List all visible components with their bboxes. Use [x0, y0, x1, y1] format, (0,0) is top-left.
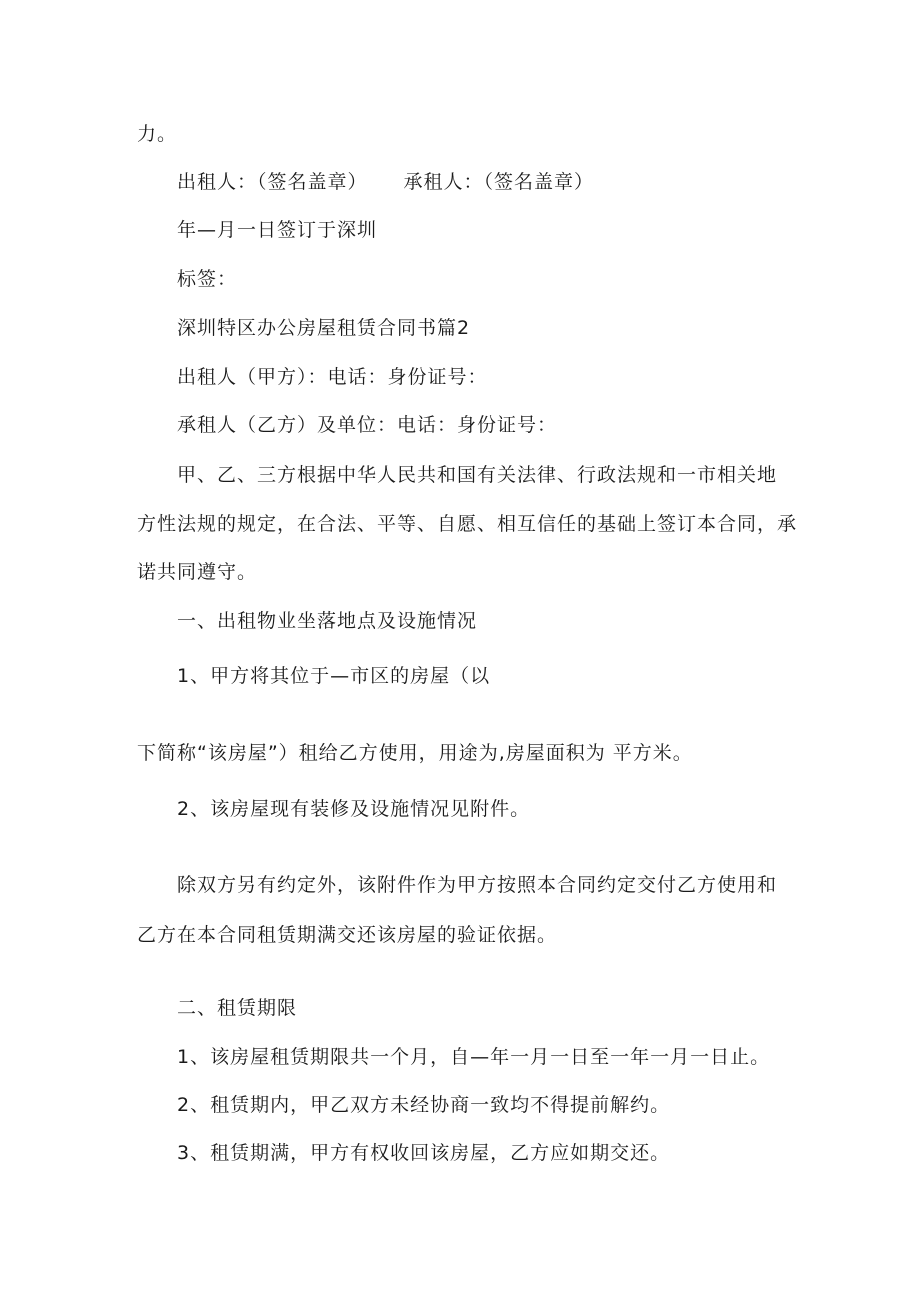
paragraph-line: 诺共同遵守。 [137, 561, 258, 583]
clause-line: 1、该房屋租赁期限共一个月，自—年一月一日至一年一月一日止。 [177, 1046, 771, 1068]
paragraph-line: 甲、乙、三方根据中华人民共和国有关法律、行政法规和一市相关地 [177, 464, 778, 486]
section-heading: 一、出租物业坐落地点及设施情况 [177, 610, 478, 632]
clause-line: 2、该房屋现有装修及设施情况见附件。 [177, 798, 531, 820]
lessor-info-line: 出租人（甲方）：电话：身份证号： [177, 366, 488, 388]
section-title: 深圳特区办公房屋租赁合同书篇2 [177, 317, 471, 339]
section-heading: 二、租赁期限 [177, 997, 298, 1019]
clause-line: 3、租赁期满，甲方有权收回该房屋，乙方应如期交还。 [177, 1142, 671, 1164]
tags-label: 标签： [177, 268, 238, 290]
clause-line: 2、租赁期内，甲乙双方未经协商一致均不得提前解约。 [177, 1094, 671, 1116]
paragraph-line: 除双方另有约定外，该附件作为甲方按照本合同约定交付乙方使用和 [177, 874, 778, 896]
signature-line [177, 170, 594, 194]
paragraph-line: 乙方在本合同租赁期满交还该房屋的验证依据。 [137, 924, 558, 946]
lessee-info-line: 承租人（乙方）及单位：电话：身份证号： [177, 414, 558, 436]
paragraph-line: 力。 [137, 123, 178, 145]
signing-date-line: 年—月一日签订于深圳 [177, 219, 378, 241]
clause-line: 下简称“该房屋”）租给乙方使用，用途为,房屋面积为 平方米。 [137, 742, 693, 764]
lessee-signature: 承租人：（签名盖章） [403, 171, 595, 193]
clause-line: 1、甲方将其位于—市区的房屋（以 [177, 665, 491, 687]
lessor-signature: 出租人：（签名盖章） [177, 171, 368, 193]
paragraph-line: 方性法规的规定，在合法、平等、自愿、相互信任的基础上签订本合同，承 [137, 513, 798, 535]
